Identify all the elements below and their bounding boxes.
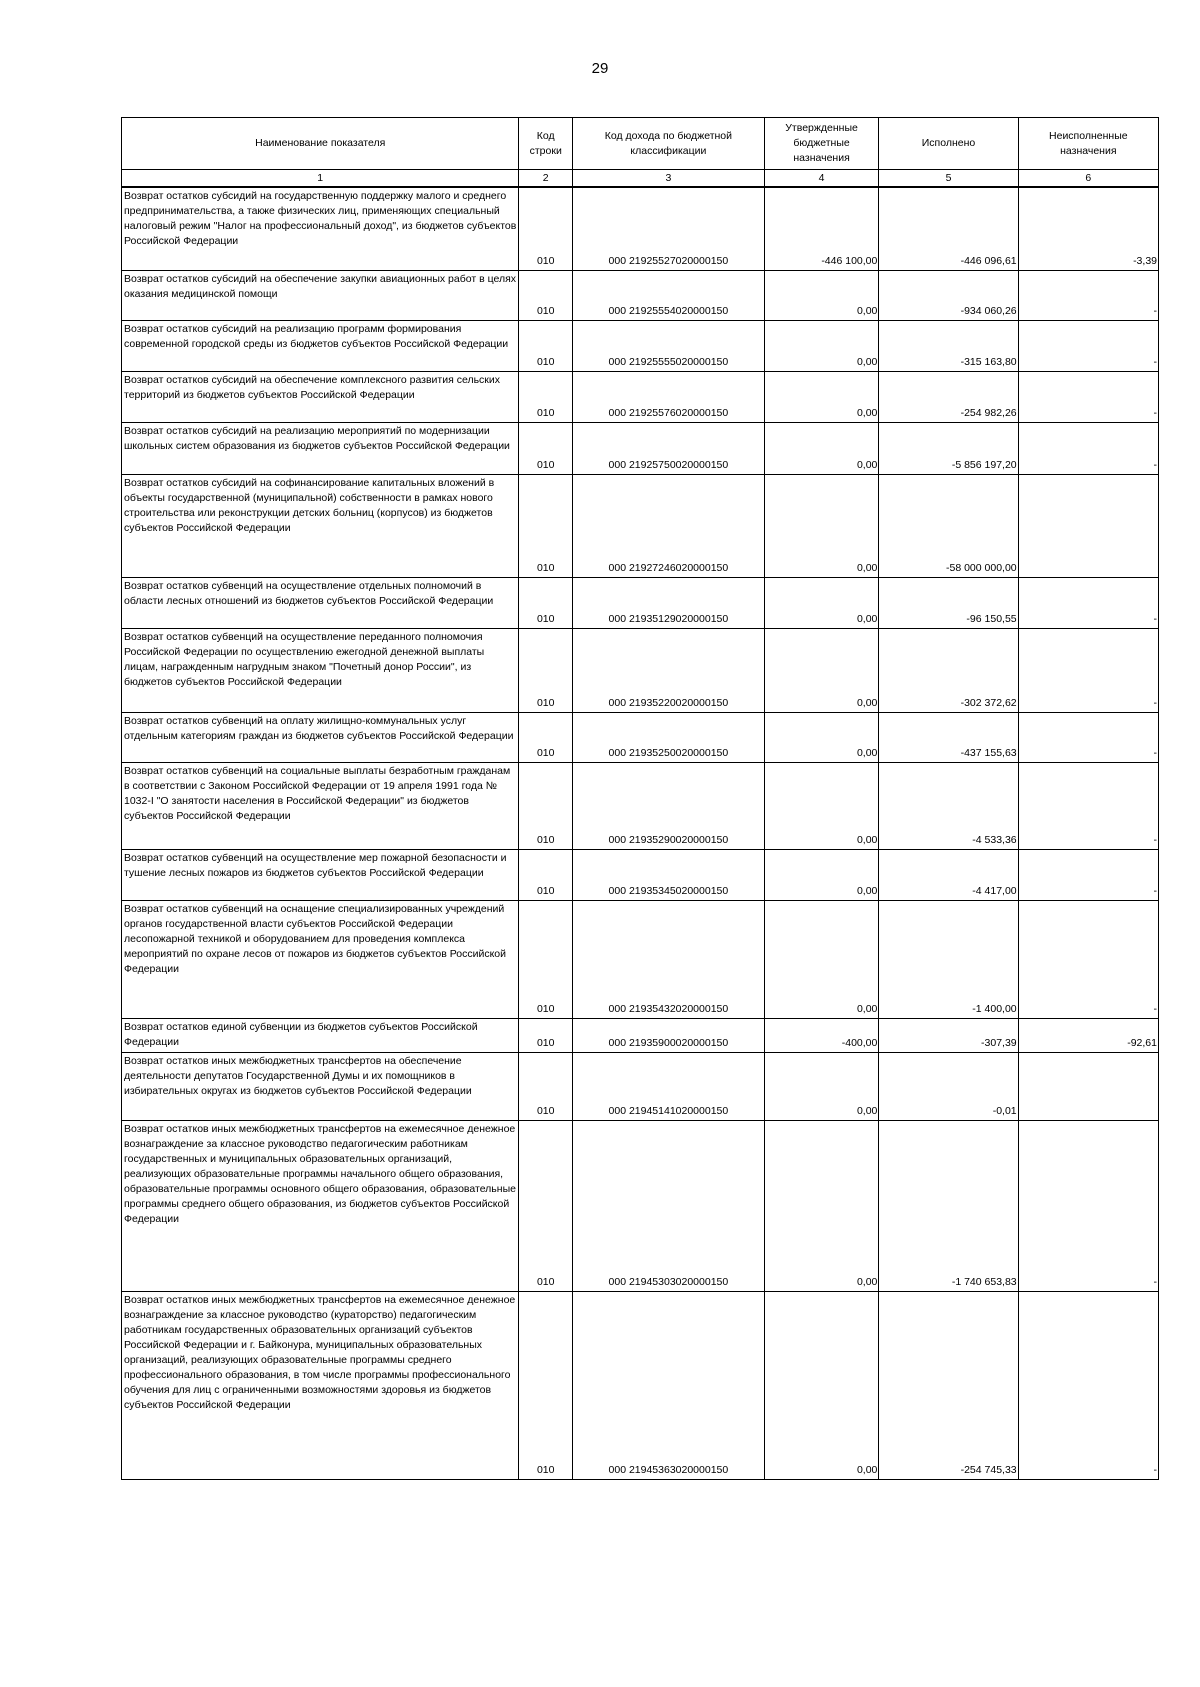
executed-amount: -96 150,55 <box>879 577 1018 628</box>
column-number: 3 <box>573 170 765 188</box>
table-row <box>122 712 1159 762</box>
approved-amount: 0,00 <box>764 320 879 371</box>
income-code: 000 21945363020000150 <box>573 1291 765 1479</box>
header-executed: Исполнено <box>879 118 1018 170</box>
table-row <box>122 270 1159 320</box>
executed-amount: -0,01 <box>879 1052 1018 1120</box>
approved-amount: 0,00 <box>764 849 879 900</box>
approved-amount: 0,00 <box>764 1120 879 1291</box>
approved-amount: 0,00 <box>764 474 879 577</box>
executed-amount: -5 856 197,20 <box>879 422 1018 474</box>
line-code: 010 <box>519 628 573 712</box>
indicator-name: Возврат остатков субсидий на обеспечение закупки авиационных работ в целях оказания медицинской помощи <box>122 270 519 320</box>
indicator-name: Возврат остатков субвенций на осуществление отдельных полномочий в области лесных отношений из бюджетов субъектов Российской Федерации <box>122 577 519 628</box>
column-numbers-row <box>122 170 1159 188</box>
income-code: 000 21945141020000150 <box>573 1052 765 1120</box>
executed-amount: -254 982,26 <box>879 371 1018 422</box>
table-row <box>122 762 1159 849</box>
executed-amount: -307,39 <box>879 1018 1018 1052</box>
approved-amount: 0,00 <box>764 628 879 712</box>
income-code: 000 21935290020000150 <box>573 762 765 849</box>
income-code: 000 21935900020000150 <box>573 1018 765 1052</box>
unexecuted-amount: - <box>1018 270 1158 320</box>
approved-amount: 0,00 <box>764 762 879 849</box>
line-code: 010 <box>519 187 573 270</box>
income-code: 000 21935250020000150 <box>573 712 765 762</box>
table-row <box>122 320 1159 371</box>
indicator-name: Возврат остатков субвенций на оснащение специализированных учреждений органов государственной власти субъектов Российской Федерации лесопожарной техникой и оборудованием для проведения комплекса мероприятий по охране лесов от пожаров из бюджетов субъектов Российской Федерации <box>122 900 519 1018</box>
income-code: 000 21935345020000150 <box>573 849 765 900</box>
executed-amount: -446 096,61 <box>879 187 1018 270</box>
indicator-name: Возврат остатков иных межбюджетных трансфертов на ежемесячное денежное вознаграждение за классное руководство (кураторство) педагогическим работникам государственных образовательных организаций субъектов Российской Федерации и г. Байконура, муниципальных образовательных организаций, реализующих образовательные программы среднего профессионального образования, в том числе программы профессионального обучения для лиц с ограниченными возможностями здоровья из бюджетов субъектов Российской Федерации <box>122 1291 519 1479</box>
table-row <box>122 371 1159 422</box>
line-code: 010 <box>519 422 573 474</box>
unexecuted-amount: - <box>1018 628 1158 712</box>
line-code: 010 <box>519 270 573 320</box>
column-number: 2 <box>519 170 573 188</box>
indicator-name: Возврат остатков иных межбюджетных трансфертов на обеспечение деятельности депутатов Государственной Думы и их помощников в избирательных округах из бюджетов субъектов Российской Федерации <box>122 1052 519 1120</box>
column-number: 5 <box>879 170 1018 188</box>
unexecuted-amount: -3,39 <box>1018 187 1158 270</box>
line-code: 010 <box>519 849 573 900</box>
executed-amount: -437 155,63 <box>879 712 1018 762</box>
income-code: 000 21945303020000150 <box>573 1120 765 1291</box>
line-code: 010 <box>519 320 573 371</box>
table-row <box>122 1052 1159 1120</box>
unexecuted-amount: - <box>1018 1120 1158 1291</box>
column-number: 6 <box>1018 170 1158 188</box>
table-row <box>122 422 1159 474</box>
unexecuted-amount <box>1018 1052 1158 1120</box>
executed-amount: -1 740 653,83 <box>879 1120 1018 1291</box>
indicator-name: Возврат остатков субсидий на обеспечение комплексного развития сельских территорий из бюджетов субъектов Российской Федерации <box>122 371 519 422</box>
indicator-name: Возврат остатков субвенций на осуществление мер пожарной безопасности и тушение лесных пожаров из бюджетов субъектов Российской Федерации <box>122 849 519 900</box>
table-row <box>122 1120 1159 1291</box>
indicator-name: Возврат остатков иных межбюджетных трансфертов на ежемесячное денежное вознаграждение за классное руководство педагогическим работникам государственных и муниципальных образовательных организаций, реализующих образовательные программы начального общего образования, образовательные программы основного общего образования, образовательные программы среднего общего образования, из бюджетов субъектов Российской Федерации <box>122 1120 519 1291</box>
column-number: 1 <box>122 170 519 188</box>
income-code: 000 21925576020000150 <box>573 371 765 422</box>
line-code: 010 <box>519 577 573 628</box>
header-approved: Утвержденные бюджетные назначения <box>764 118 879 170</box>
executed-amount: -4 533,36 <box>879 762 1018 849</box>
indicator-name: Возврат остатков субсидий на софинансирование капитальных вложений в объекты государственной (муниципальной) собственности в рамках нового строительства или реконструкции детских больниц (корпусов) из бюджетов субъектов Российской Федерации <box>122 474 519 577</box>
income-code: 000 21925555020000150 <box>573 320 765 371</box>
header-income-code: Код дохода по бюджетной классификации <box>573 118 765 170</box>
indicator-name: Возврат остатков субвенций на оплату жилищно-коммунальных услуг отдельным категориям граждан из бюджетов субъектов Российской Федерации <box>122 712 519 762</box>
unexecuted-amount: -92,61 <box>1018 1018 1158 1052</box>
header-line-code: Код строки <box>519 118 573 170</box>
table-body <box>122 187 1159 1479</box>
approved-amount: 0,00 <box>764 900 879 1018</box>
table-row <box>122 1291 1159 1479</box>
executed-amount: -254 745,33 <box>879 1291 1018 1479</box>
approved-amount: 0,00 <box>764 422 879 474</box>
approved-amount: 0,00 <box>764 270 879 320</box>
income-code: 000 21925750020000150 <box>573 422 765 474</box>
line-code: 010 <box>519 474 573 577</box>
unexecuted-amount: - <box>1018 712 1158 762</box>
unexecuted-amount: - <box>1018 849 1158 900</box>
indicator-name: Возврат остатков субвенций на социальные выплаты безработным гражданам в соответствии с Законом Российской Федерации от 19 апреля 1991 года № 1032-I "О занятости населения в Российской Федерации" из бюджетов субъектов Российской Федерации <box>122 762 519 849</box>
unexecuted-amount: - <box>1018 577 1158 628</box>
unexecuted-amount <box>1018 474 1158 577</box>
unexecuted-amount: - <box>1018 422 1158 474</box>
table-row <box>122 1018 1159 1052</box>
income-code: 000 21935220020000150 <box>573 628 765 712</box>
income-code: 000 21935129020000150 <box>573 577 765 628</box>
table-row <box>122 900 1159 1018</box>
approved-amount: -446 100,00 <box>764 187 879 270</box>
income-code: 000 21925527020000150 <box>573 187 765 270</box>
page-number: 29 <box>591 60 609 77</box>
line-code: 010 <box>519 371 573 422</box>
unexecuted-amount: - <box>1018 320 1158 371</box>
line-code: 010 <box>519 1120 573 1291</box>
unexecuted-amount: - <box>1018 1291 1158 1479</box>
indicator-name: Возврат остатков единой субвенции из бюджетов субъектов Российской Федерации <box>122 1018 519 1052</box>
income-code: 000 21927246020000150 <box>573 474 765 577</box>
executed-amount: -58 000 000,00 <box>879 474 1018 577</box>
approved-amount: 0,00 <box>764 371 879 422</box>
income-code: 000 21935432020000150 <box>573 900 765 1018</box>
executed-amount: -934 060,26 <box>879 270 1018 320</box>
line-code: 010 <box>519 900 573 1018</box>
report-table <box>121 117 1159 1480</box>
line-code: 010 <box>519 1052 573 1120</box>
executed-amount: -302 372,62 <box>879 628 1018 712</box>
indicator-name: Возврат остатков субсидий на реализацию программ формирования современной городской среды из бюджетов субъектов Российской Федерации <box>122 320 519 371</box>
executed-amount: -315 163,80 <box>879 320 1018 371</box>
line-code: 010 <box>519 712 573 762</box>
table-header <box>122 118 1159 188</box>
approved-amount: -400,00 <box>764 1018 879 1052</box>
line-code: 010 <box>519 1018 573 1052</box>
income-code: 000 21925554020000150 <box>573 270 765 320</box>
indicator-name: Возврат остатков субсидий на государственную поддержку малого и среднего предпринимательства, а также физических лиц, применяющих специальный налоговый режим "Налог на профессиональный доход", из бюджетов субъектов Российской Федерации <box>122 187 519 270</box>
indicator-name: Возврат остатков субвенций на осуществление переданного полномочия Российской Федерации по осуществлению ежегодной денежной выплаты лицам, награжденным нагрудным знаком "Почетный донор России", из бюджетов субъектов Российской Федерации <box>122 628 519 712</box>
table-row <box>122 577 1159 628</box>
approved-amount: 0,00 <box>764 712 879 762</box>
header-unexecuted: Неисполненные назначения <box>1018 118 1158 170</box>
unexecuted-amount: - <box>1018 762 1158 849</box>
executed-amount: -1 400,00 <box>879 900 1018 1018</box>
line-code: 010 <box>519 1291 573 1479</box>
header-indicator-name: Наименование показателя <box>122 118 519 170</box>
column-number: 4 <box>764 170 879 188</box>
table-row <box>122 187 1159 270</box>
table-row <box>122 849 1159 900</box>
table-row <box>122 628 1159 712</box>
line-code: 010 <box>519 762 573 849</box>
unexecuted-amount: - <box>1018 371 1158 422</box>
approved-amount: 0,00 <box>764 577 879 628</box>
approved-amount: 0,00 <box>764 1291 879 1479</box>
approved-amount: 0,00 <box>764 1052 879 1120</box>
indicator-name: Возврат остатков субсидий на реализацию мероприятий по модернизации школьных систем образования из бюджетов субъектов Российской Федерации <box>122 422 519 474</box>
executed-amount: -4 417,00 <box>879 849 1018 900</box>
unexecuted-amount: - <box>1018 900 1158 1018</box>
table-row <box>122 474 1159 577</box>
